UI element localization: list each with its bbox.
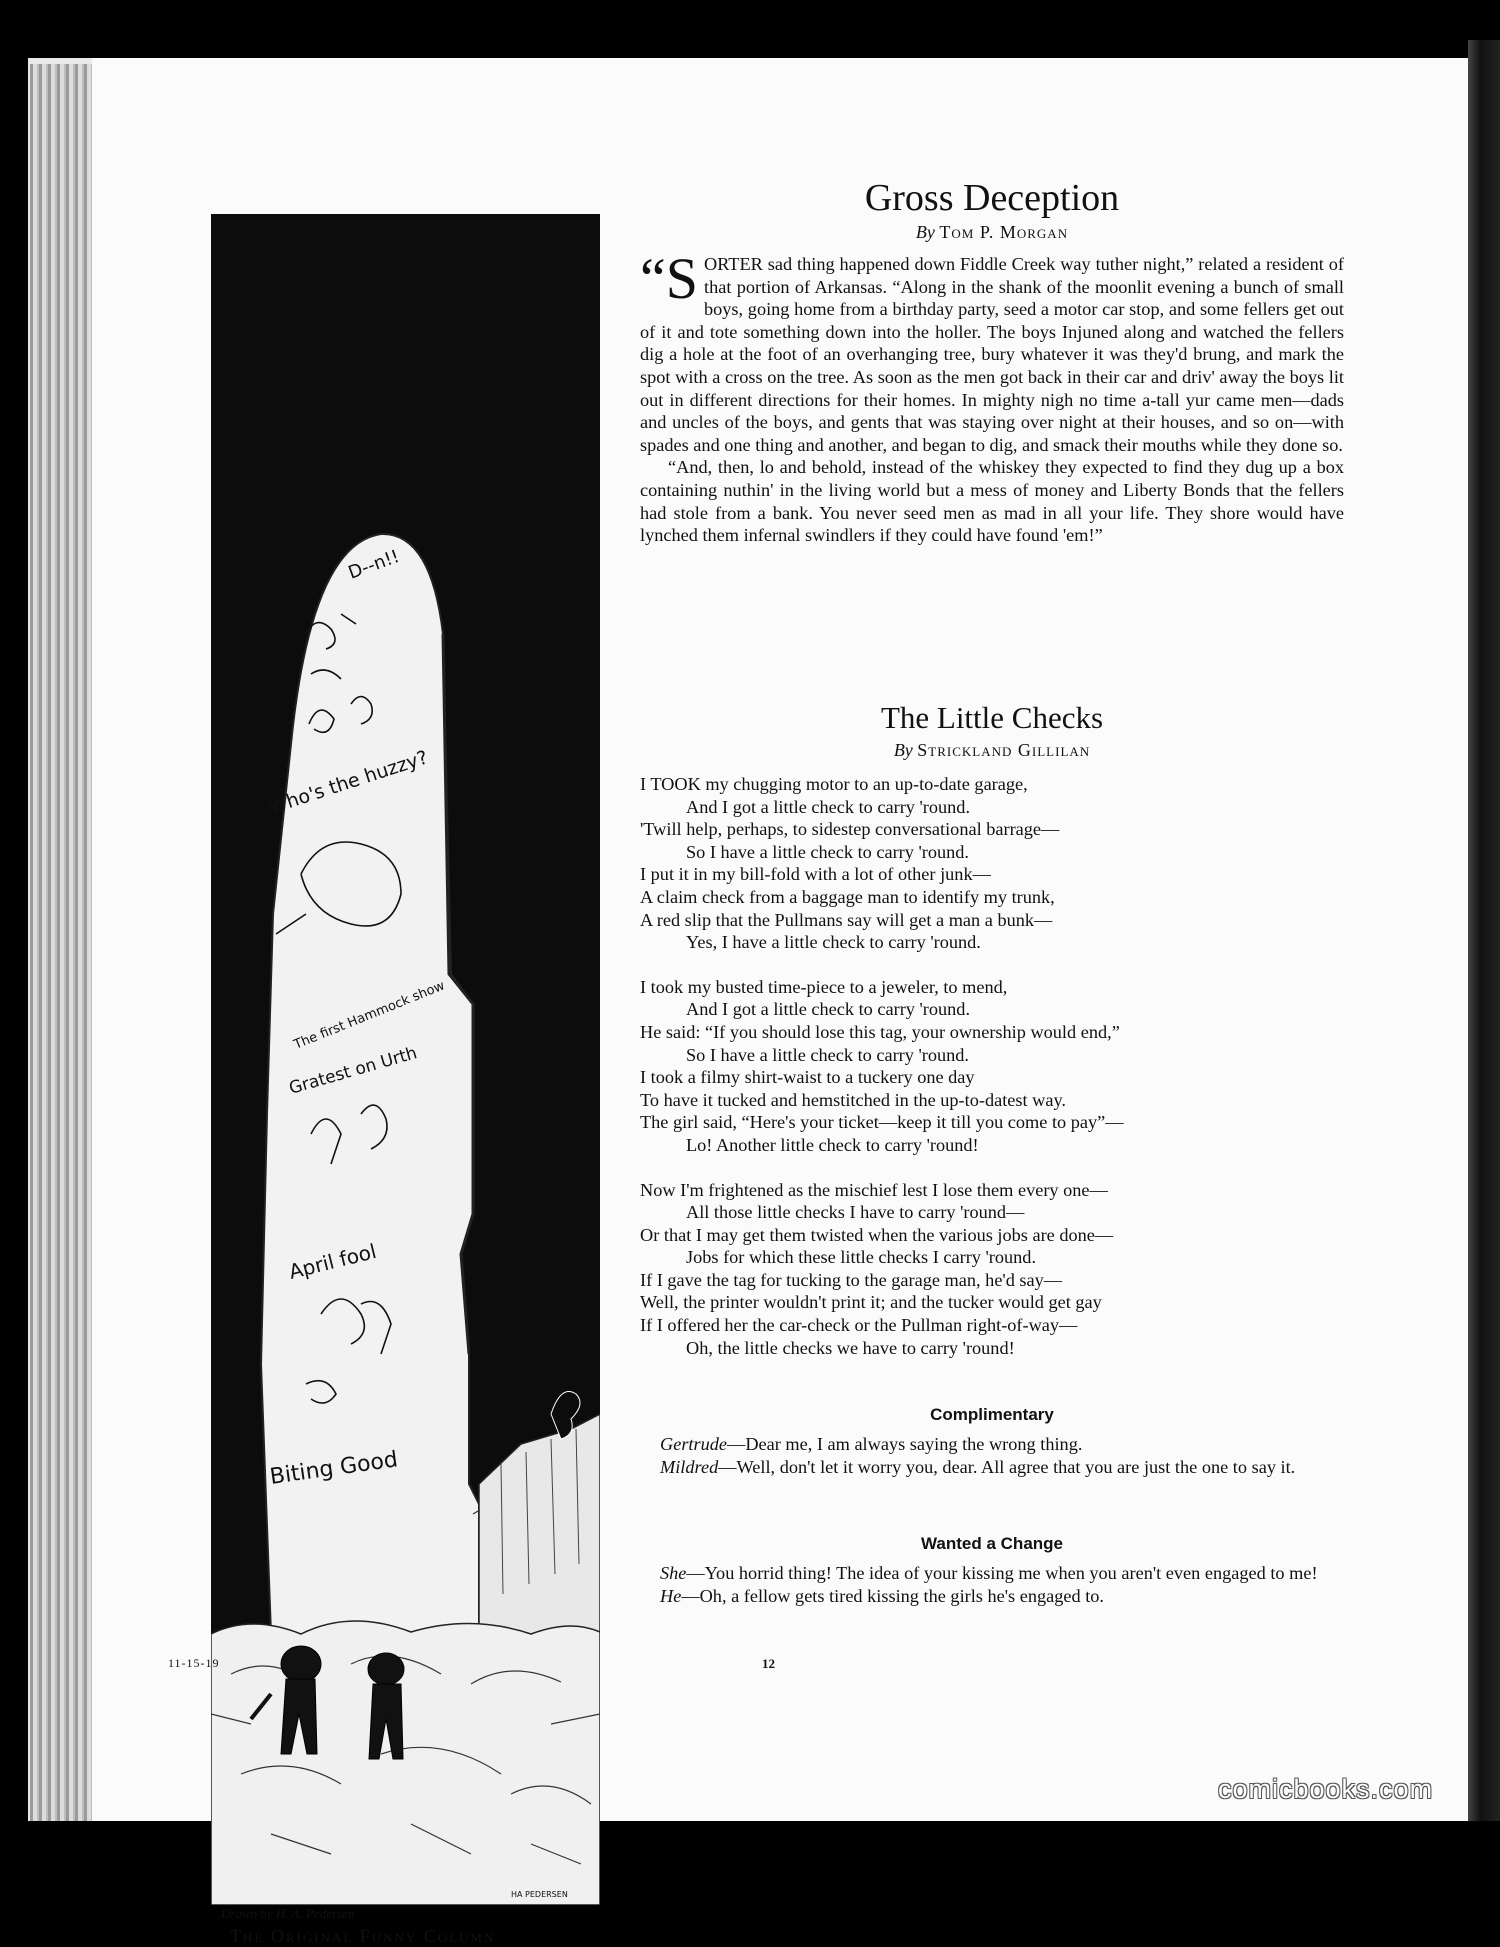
poem-line: I TOOK my chugging motor to an up-to-date garage, xyxy=(640,774,1028,794)
cartoon-caption: The Original Funny Column xyxy=(230,1926,496,1946)
poem-line: Lo! Another little check to carry 'round! xyxy=(686,1134,979,1155)
joke-wanted-a-change xyxy=(640,1534,1344,1607)
poem-line: I took my busted time-piece to a jeweler, to mend, xyxy=(640,976,1008,997)
poem-line: 'Twill help, perhaps, to sidestep conversational barrage— xyxy=(640,819,1060,840)
carving-text-2: Who's the huzzy? xyxy=(265,746,431,819)
line-text: —Oh, a fellow gets tired kissing the girls he's engaged to. xyxy=(681,1585,1104,1606)
joke-line xyxy=(640,1433,1344,1456)
poem-line: He said: “If you should lose this tag, your ownership would end,” xyxy=(640,1021,1120,1042)
poem-line: And I got a little check to carry 'round. xyxy=(686,999,971,1020)
byline-by: By xyxy=(915,222,935,242)
drawn-by-credit: Drawn by H. A. Pedersen xyxy=(221,1906,355,1921)
issue-date: 11-15-19 xyxy=(168,1656,220,1670)
poem-line: A claim check from a baggage man to identify my trunk, xyxy=(640,886,1055,907)
article-paragraph-1 xyxy=(640,246,1344,456)
poem-line: Yes, I have a little check to carry 'round. xyxy=(686,932,981,953)
drop-cap: “S xyxy=(640,246,698,311)
joke-complimentary xyxy=(640,1405,1344,1478)
joke-title: Wanted a Change xyxy=(921,1534,1063,1553)
poem-line: And I got a little check to carry 'round. xyxy=(686,796,971,817)
article-paragraph-2: “And, then, lo and behold, instead of the whiskey they expected to find they dug up a box containing nuthin' in the living world but a mess of money and Liberty Bonds that the fellers had stole from a bank. You never seed men as mad in all your life. They shore would have lynched them infernal swindlers if they could have found 'em!” xyxy=(640,457,1344,546)
poem-line: So I have a little check to carry 'round. xyxy=(686,841,969,862)
byline-author: Tom P. Morgan xyxy=(939,222,1069,242)
poem-line: Now I'm frightened as the mischief lest I lose them every one— xyxy=(640,1179,1108,1200)
article-byline xyxy=(640,222,1344,243)
scan-top-border xyxy=(0,0,1500,58)
joke-title: Complimentary xyxy=(930,1405,1054,1424)
speaker: Gertrude xyxy=(660,1434,728,1454)
poem-byline xyxy=(640,740,1344,761)
poem-line: To have it tucked and hemstitched in the up-to-datest way. xyxy=(640,1089,1067,1110)
poem-body xyxy=(640,773,1344,1359)
carving-text-5: April fool xyxy=(286,1238,379,1284)
poem-line: The girl said, “Here's your ticket—keep it till you come to pay”— xyxy=(640,1112,1124,1133)
poem-line: I put it in my bill-fold with a lot of other junk— xyxy=(640,864,991,885)
carving-text-6: Biting Good xyxy=(268,1447,400,1490)
poem-line: All those little checks I have to carry 'round— xyxy=(686,1202,1025,1223)
cartoon-illustration xyxy=(211,214,600,1905)
poem-line: Oh, the little checks we have to carry 'round! xyxy=(686,1337,1015,1358)
line-text: —Dear me, I am always saying the wrong thing. xyxy=(727,1434,1083,1454)
page-stack-edge xyxy=(30,64,92,1821)
artist-signature: HA PEDERSEN xyxy=(511,1890,568,1899)
article-gross-deception xyxy=(640,176,1344,547)
poem-byline-by: By xyxy=(893,740,913,760)
poem-line: So I have a little check to carry 'round. xyxy=(686,1044,969,1065)
poem-line: I took a filmy shirt-waist to a tuckery one day xyxy=(640,1067,975,1088)
poem-line: Jobs for which these little checks I carry 'round. xyxy=(686,1247,1037,1268)
right-binding xyxy=(1468,40,1500,1821)
poem-line: Or that I may get them twisted when the various jobs are done— xyxy=(640,1224,1114,1245)
article-title: Gross Deception xyxy=(864,177,1120,219)
line-text: —You horrid thing! The idea of your kissing me when you aren't even engaged to me! xyxy=(686,1563,1318,1583)
poem-title: The Little Checks xyxy=(880,700,1104,735)
article-little-checks xyxy=(640,700,1344,1359)
poem-byline-author: Strickland Gillilan xyxy=(917,740,1091,760)
joke-line xyxy=(640,1585,1344,1608)
carving-text-1: D--n!! xyxy=(345,545,403,584)
paragraph-1-text: ORTER sad thing happened down Fiddle Creek way tuther night,” related a resident of that portion of Arkansas. “Along in the shank of the moonlit evening a bunch of small boys, going home from a birthday party, seed a motor car stop, and some fellers get out of it and tote something down into the holler. The boys Injuned along and watched the fellers dig a hole at the foot of an overhanging tree, bury whatever it was they'd brung, and mark the spot with a cross on the tree. As soon as the men got back in their car and driv' away the boys lit out in different directions for their homes. In mighty nigh no time a-tall yur came men—dads and uncles of the boys, and gents that was staying over night at their houses, and so on—with spades and one thing and another, and began to dig, and smack their mouths while they done so. xyxy=(640,254,1344,455)
carving-text-4: Gratest on Urth xyxy=(286,1043,420,1099)
speaker: Mildred xyxy=(660,1456,719,1477)
site-watermark: comicbooks.com xyxy=(1218,1774,1434,1804)
speaker: She xyxy=(660,1563,687,1583)
poem-line: A red slip that the Pullmans say will get a man a bunk— xyxy=(640,909,1053,930)
joke-line xyxy=(640,1562,1344,1585)
carving-text-3: The first Hammock show xyxy=(291,978,448,1053)
poem-line: If I offered her the car-check or the Pullman right-of-way— xyxy=(640,1315,1078,1336)
line-text: —Well, don't let it worry you, dear. All agree that you are just the one to say it. xyxy=(718,1456,1296,1477)
poem-line: Well, the printer wouldn't print it; and the tucker would get gay xyxy=(640,1292,1102,1313)
joke-line xyxy=(640,1456,1344,1479)
page-number: 12 xyxy=(762,1656,775,1671)
poem-line: If I gave the tag for tucking to the garage man, he'd say— xyxy=(640,1269,1063,1290)
speaker: He xyxy=(660,1585,682,1606)
